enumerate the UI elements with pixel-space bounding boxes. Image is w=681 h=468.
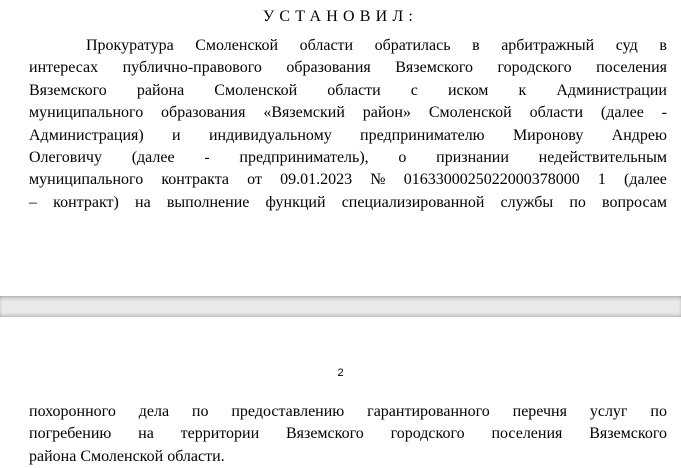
text-line-10 bbox=[29, 423, 667, 445]
word: на bbox=[138, 425, 154, 443]
word: 09.01.2023 bbox=[280, 171, 353, 189]
word: предпринимателю bbox=[360, 126, 485, 144]
word: территории bbox=[180, 425, 260, 443]
word: - bbox=[661, 104, 667, 122]
word: муниципального bbox=[29, 171, 144, 189]
word: в bbox=[659, 37, 667, 54]
word: поселения bbox=[596, 59, 667, 77]
word: признании bbox=[436, 149, 509, 167]
word: предприниматель), bbox=[239, 149, 369, 167]
word: (далее bbox=[600, 104, 644, 122]
word: образования bbox=[286, 59, 371, 77]
word: «Вяземский bbox=[263, 104, 345, 122]
word: Олеговичу bbox=[29, 149, 102, 167]
word: городского bbox=[390, 425, 465, 443]
word: (далее bbox=[624, 171, 667, 189]
word: Администрация) bbox=[29, 126, 144, 144]
word: области bbox=[327, 81, 381, 99]
word: предоставлению bbox=[231, 403, 345, 420]
word: контракт) bbox=[53, 193, 119, 211]
paragraph-page-2 bbox=[29, 401, 667, 468]
word: интересах bbox=[29, 59, 99, 77]
word: иском bbox=[447, 81, 489, 99]
word: службы bbox=[500, 193, 554, 211]
word: Вяземского bbox=[285, 425, 364, 443]
word: контракта bbox=[161, 171, 230, 189]
word: арбитражный bbox=[501, 37, 595, 54]
word: по bbox=[191, 403, 209, 420]
word: о bbox=[398, 149, 407, 167]
word: перечня bbox=[512, 403, 567, 420]
word: образования bbox=[161, 104, 246, 122]
text-line-8 bbox=[29, 192, 667, 214]
word: к bbox=[518, 81, 527, 99]
word: 1 bbox=[597, 171, 606, 189]
word: от bbox=[247, 171, 262, 189]
word: недействительным bbox=[538, 149, 667, 167]
word: Прокуратура bbox=[86, 37, 174, 54]
document-heading: УСТАНОВИЛ: bbox=[262, 8, 419, 25]
text-line-3 bbox=[29, 80, 667, 102]
word: - bbox=[204, 149, 210, 167]
word: области bbox=[529, 104, 584, 122]
word: Вяземского bbox=[589, 425, 667, 443]
word: по bbox=[569, 193, 586, 211]
word: Смоленской bbox=[428, 104, 512, 122]
word: с bbox=[410, 81, 418, 99]
text-line-4 bbox=[29, 102, 667, 124]
page-break bbox=[0, 296, 681, 317]
page-number: 2 bbox=[337, 367, 344, 379]
word: функций bbox=[265, 193, 326, 211]
text-line-11: района Смоленской области. bbox=[29, 447, 225, 465]
word: и bbox=[172, 126, 181, 144]
word: гарантированного bbox=[367, 403, 490, 420]
word: поселения bbox=[491, 425, 563, 443]
text-line-6 bbox=[29, 147, 667, 169]
text-line-5 bbox=[29, 125, 667, 147]
word: № bbox=[370, 171, 386, 189]
word: по bbox=[650, 403, 667, 420]
word: Вяземского bbox=[395, 59, 474, 77]
word: Вяземского bbox=[29, 81, 107, 99]
word: в bbox=[472, 37, 480, 54]
word: вопросам bbox=[602, 193, 667, 211]
word: района bbox=[136, 81, 185, 99]
word: суд bbox=[615, 37, 638, 54]
word: 0163300025022000378000 bbox=[403, 171, 580, 189]
word: погребению bbox=[29, 425, 112, 443]
word: Смоленской bbox=[214, 81, 298, 99]
word: Администрации bbox=[556, 81, 667, 99]
paragraph-page-1 bbox=[29, 35, 667, 214]
word: муниципального bbox=[29, 104, 144, 122]
word: похоронного bbox=[29, 403, 116, 420]
word: – bbox=[29, 193, 37, 211]
word: выполнение bbox=[166, 193, 250, 211]
word: Андрею bbox=[611, 126, 667, 144]
word: области bbox=[299, 37, 354, 54]
word: (далее bbox=[131, 149, 175, 167]
word: индивидуальному bbox=[208, 126, 332, 144]
word: городского bbox=[497, 59, 572, 77]
word: публично-правового bbox=[122, 59, 262, 77]
text-line-7 bbox=[29, 169, 667, 191]
word: дела bbox=[138, 403, 170, 420]
text-line-1 bbox=[29, 35, 667, 57]
word: специализированной bbox=[341, 193, 485, 211]
word: район» bbox=[362, 104, 411, 122]
text-line-9 bbox=[29, 401, 667, 423]
word: услуг bbox=[589, 403, 628, 420]
word: обратилась bbox=[374, 37, 451, 54]
word: Миронову bbox=[512, 126, 584, 144]
word: на bbox=[135, 193, 151, 211]
text-line-2 bbox=[29, 57, 667, 79]
word: Смоленской bbox=[195, 37, 279, 54]
